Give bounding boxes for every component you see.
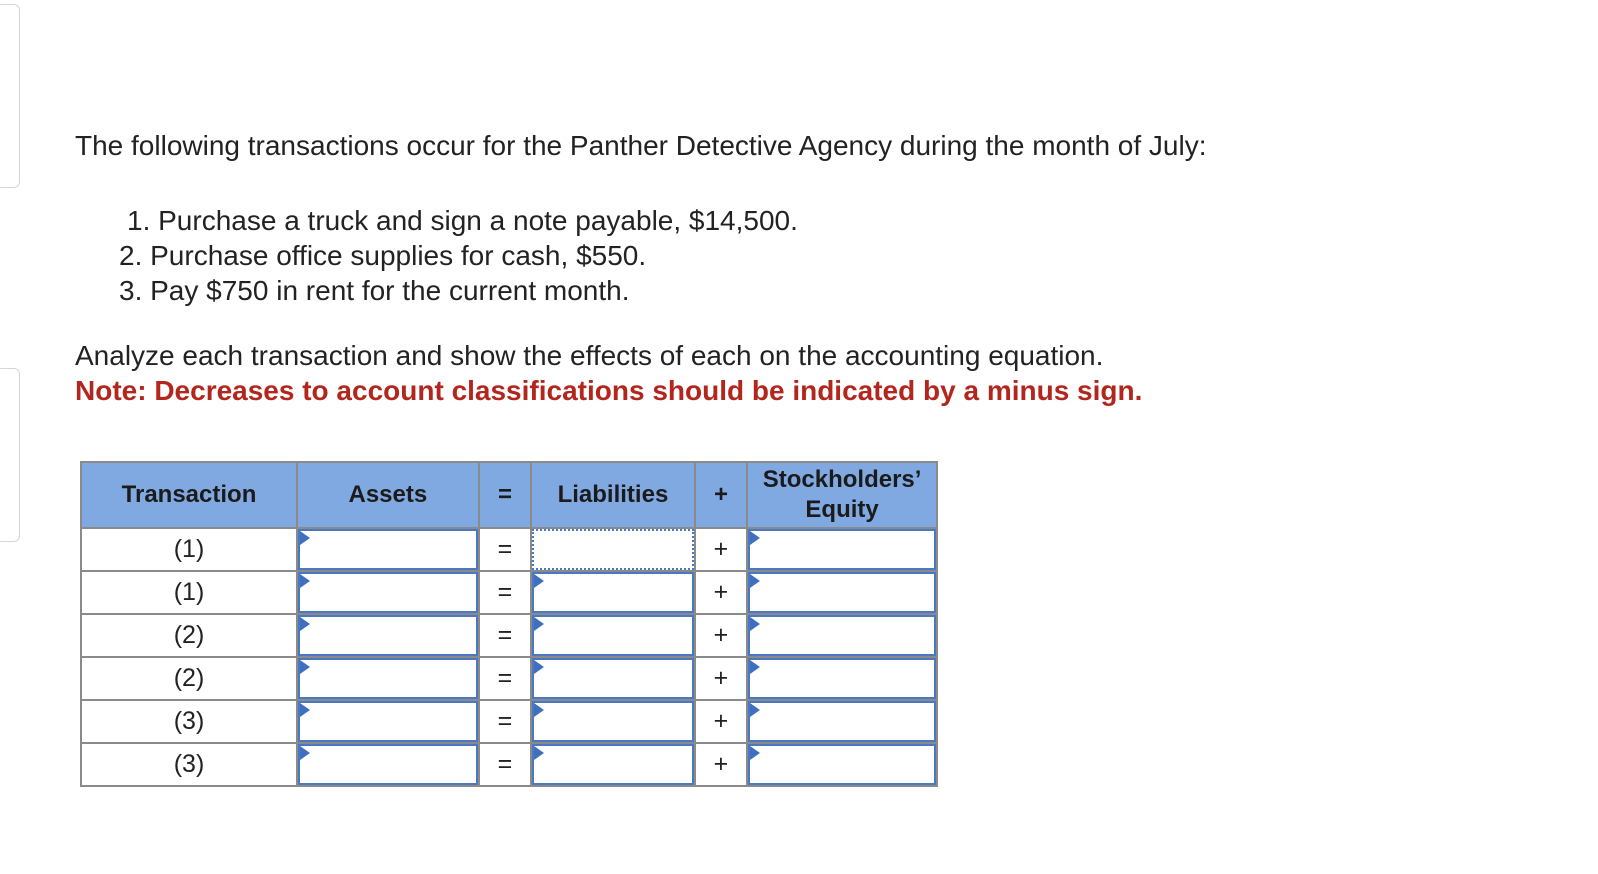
plus-sign: + — [695, 700, 747, 743]
assets-cell — [297, 657, 479, 700]
assets-cell — [297, 528, 479, 571]
table-row — [81, 657, 937, 700]
assets-cell — [297, 614, 479, 657]
assets-input[interactable] — [298, 744, 478, 785]
side-panel-tab — [0, 368, 20, 542]
equals-sign: = — [479, 657, 531, 700]
equity-input[interactable] — [748, 615, 936, 656]
header-equals: = — [479, 462, 531, 528]
plus-sign: + — [695, 614, 747, 657]
equals-sign: = — [479, 571, 531, 614]
transaction-item: 2. Purchase office supplies for cash, $550. — [119, 240, 647, 271]
liabilities-input[interactable] — [532, 658, 694, 699]
assets-input[interactable] — [298, 572, 478, 613]
header-stockholders-equity — [747, 462, 937, 528]
table-row — [81, 743, 937, 786]
table-header-row — [81, 462, 937, 528]
transaction-number: (3) — [81, 700, 297, 743]
transaction-item: 3. Pay $750 in rent for the current month. — [119, 275, 630, 306]
header-transaction: Transaction — [81, 462, 297, 528]
table-row — [81, 571, 937, 614]
header-liabilities: Liabilities — [531, 462, 695, 528]
liabilities-cell — [531, 657, 695, 700]
side-panel-tab — [0, 4, 20, 188]
equity-cell — [747, 657, 937, 700]
equity-cell — [747, 528, 937, 571]
equity-input[interactable] — [748, 529, 936, 570]
equity-cell — [747, 614, 937, 657]
equals-sign: = — [479, 700, 531, 743]
plus-sign: + — [695, 571, 747, 614]
transaction-number: (2) — [81, 614, 297, 657]
assets-input[interactable] — [298, 658, 478, 699]
plus-sign: + — [695, 657, 747, 700]
header-assets: Assets — [297, 462, 479, 528]
transaction-number: (2) — [81, 657, 297, 700]
equity-input[interactable] — [748, 744, 936, 785]
instructions-text: Analyze each transaction and show the effects of each on the accounting equation. — [75, 340, 1104, 371]
question-intro: The following transactions occur for the Panther Detective Agency during the month of July: — [75, 130, 1207, 161]
equity-cell — [747, 743, 937, 786]
note-text: Note: Decreases to account classifications should be indicated by a minus sign. — [75, 375, 1143, 406]
equity-cell — [747, 571, 937, 614]
equals-sign: = — [479, 614, 531, 657]
liabilities-input[interactable] — [532, 572, 694, 613]
table-row — [81, 528, 937, 571]
equity-input[interactable] — [748, 701, 936, 742]
plus-sign: + — [695, 743, 747, 786]
equity-cell — [747, 700, 937, 743]
header-equity-line1: Stockholders’ — [762, 466, 922, 493]
transaction-number: (1) — [81, 528, 297, 571]
liabilities-cell — [531, 743, 695, 786]
instructions-block — [75, 338, 1142, 408]
liabilities-cell — [531, 528, 695, 571]
assets-cell — [297, 571, 479, 614]
equity-input[interactable] — [748, 658, 936, 699]
equals-sign: = — [479, 743, 531, 786]
table-row — [81, 700, 937, 743]
assets-input[interactable] — [298, 615, 478, 656]
liabilities-input[interactable] — [532, 744, 694, 785]
liabilities-cell — [531, 700, 695, 743]
liabilities-cell — [531, 571, 695, 614]
equals-sign: = — [479, 528, 531, 571]
table-row — [81, 614, 937, 657]
assets-input[interactable] — [298, 529, 478, 570]
transaction-list — [119, 203, 798, 308]
liabilities-input[interactable] — [532, 701, 694, 742]
liabilities-input[interactable] — [532, 615, 694, 656]
liabilities-cell — [531, 614, 695, 657]
liabilities-input[interactable] — [532, 529, 694, 570]
transaction-item: 1. Purchase a truck and sign a note payable, $14,500. — [127, 205, 798, 236]
transaction-number: (3) — [81, 743, 297, 786]
plus-sign: + — [695, 528, 747, 571]
header-equity-line2: Equity — [805, 496, 879, 523]
equity-input[interactable] — [748, 572, 936, 613]
transaction-number: (1) — [81, 571, 297, 614]
assets-input[interactable] — [298, 701, 478, 742]
assets-cell — [297, 743, 479, 786]
header-plus: + — [695, 462, 747, 528]
accounting-equation-table — [80, 461, 938, 787]
assets-cell — [297, 700, 479, 743]
